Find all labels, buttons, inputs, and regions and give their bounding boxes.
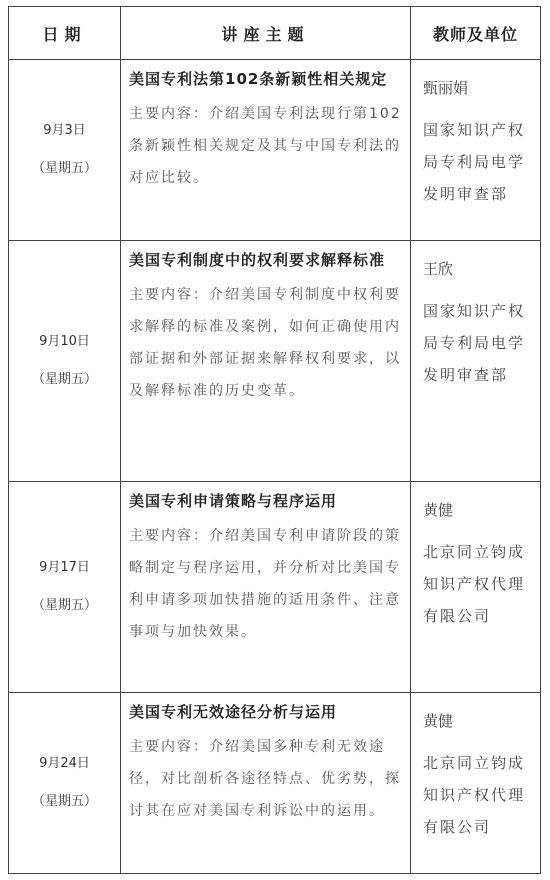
topic-content: 主要内容：介绍美国专利申请阶段的策略制定与程序运用，并分析对比美国专利申请多项加快措施的适用条件、注意事项与加快效果。 [129,528,401,640]
weekday-text: （星期五） [31,161,97,176]
table-row [9,693,541,874]
topic-title: 美国专利法第102条新颖性相关规定 [129,70,388,88]
teacher-organization: 国家知识产权局专利局电学发明审查部 [423,302,526,384]
date-text: 9月3日 [43,123,86,138]
lecture-schedule-table [8,6,541,874]
teacher-cell [411,241,541,482]
teacher-organization: 国家知识产权局专利局电学发明审查部 [423,121,526,203]
teacher-cell [411,60,541,241]
table-row [9,482,541,693]
date-cell [9,693,121,874]
topic-content: 主要内容：介绍美国多种专利无效途径，对比剖析各途径特点、优劣势，探讨其在应对美国专利诉讼中的运用。 [129,739,401,819]
weekday-text: （星期五） [31,598,97,613]
teacher-name: 黄健 [423,501,454,519]
teacher-name: 黄健 [423,712,454,730]
teacher-name: 王欣 [423,260,454,278]
date-cell [9,482,121,693]
topic-cell [121,60,411,241]
teacher-name: 甄丽娟 [423,79,469,97]
date-text: 9月17日 [39,560,90,575]
header-teacher: 教师及单位 [411,7,541,60]
weekday-text: （星期五） [31,372,97,387]
topic-cell [121,482,411,693]
weekday-text: （星期五） [31,794,97,809]
topic-cell [121,693,411,874]
table-header-row [9,7,541,60]
teacher-organization: 北京同立钧成知识产权代理有限公司 [423,754,526,836]
table-row [9,60,541,241]
teacher-organization: 北京同立钧成知识产权代理有限公司 [423,543,526,625]
topic-content: 主要内容：介绍美国专利法现行第102条新颖性相关规定及其与中国专利法的对应比较。 [129,106,402,186]
topic-title: 美国专利无效途径分析与运用 [129,703,338,721]
header-topic: 讲座主题 [121,7,411,60]
date-text: 9月24日 [39,756,90,771]
teacher-cell [411,482,541,693]
teacher-cell [411,693,541,874]
header-date: 日期 [9,7,121,60]
table-row [9,241,541,482]
topic-cell [121,241,411,482]
topic-title: 美国专利申请策略与程序运用 [129,492,338,510]
date-text: 9月10日 [39,334,90,349]
topic-content: 主要内容：介绍美国专利制度中权利要求解释的标准及案例，如何正确使用内部证据和外部证据来解释权利要求，以及解释标准的历史变革。 [129,287,401,399]
date-cell [9,60,121,241]
date-cell [9,241,121,482]
topic-title: 美国专利制度中的权利要求解释标准 [129,251,386,269]
